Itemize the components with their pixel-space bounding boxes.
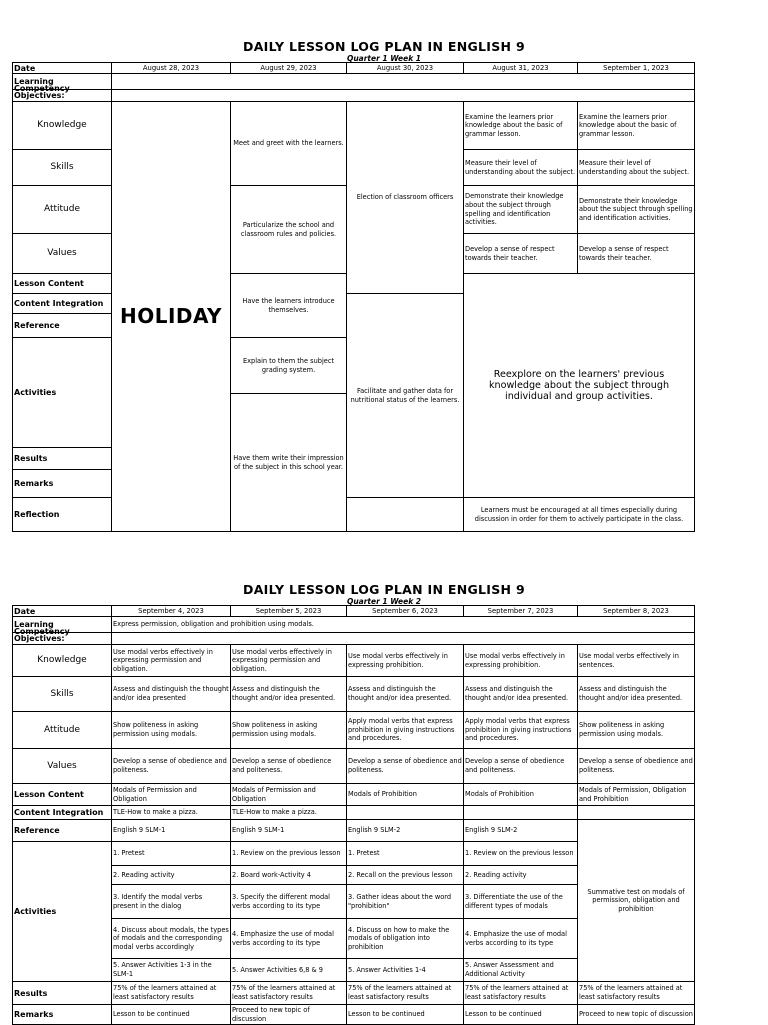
attitude-cell: Apply modal verbs that express prohibition in giving instructions and procedures.: [347, 712, 464, 749]
knowledge-cell: Use modal verbs effectively in sentences.: [578, 645, 695, 677]
date-cell: September 7, 2023: [464, 606, 578, 617]
reference-cell: English 9 SLM-1: [231, 820, 347, 842]
activity-cell: 2. Reading activity: [112, 866, 231, 885]
aug30-facilitate: Facilitate and gather data for nutritional status of the learners.: [347, 294, 464, 498]
activity-cell: 5. Answer Assessment and Additional Activity: [464, 959, 578, 982]
lesson-content-cell: Modals of Prohibition: [464, 784, 578, 806]
reference-label: Reference: [13, 820, 112, 842]
holiday-cell: HOLIDAY: [112, 102, 231, 532]
attitude-cell: Apply modal verbs that express prohibition in giving instructions and procedures.: [464, 712, 578, 749]
results-cell: 75% of the learners attained at least satisfactory results: [231, 982, 347, 1005]
activities-label: Activities: [13, 338, 112, 448]
content-integration-label: Content Integration: [13, 294, 112, 314]
summative-cell: Summative test on modals of permission, obligation and prohibition: [578, 820, 695, 982]
subtitle-week1: Quarter 1 Week 1: [346, 54, 422, 63]
sep1-attitude: Demonstrate their knowledge about the subject through spelling and identification activities.: [578, 186, 695, 234]
results-label: Results: [13, 982, 112, 1005]
objectives-cell: [112, 90, 695, 102]
knowledge-cell: Use modal verbs effectively in expressing prohibition.: [347, 645, 464, 677]
values-label: Values: [13, 234, 112, 274]
results-cell: 75% of the learners attained at least satisfactory results: [578, 982, 695, 1005]
learning-competency-label: Learning Competency: [14, 76, 70, 93]
aug30-reflection: [347, 498, 464, 532]
reference-label: Reference: [13, 314, 112, 338]
results-label: Results: [13, 448, 112, 470]
skills-cell: Assess and distinguish the thought and/or idea presented.: [464, 677, 578, 712]
remarks-cell: Proceed to new topic of discussion: [578, 1005, 695, 1025]
skills-cell: Assess and distinguish the thought and/or idea presented.: [231, 677, 347, 712]
aug29-particularize: Particularize the school and classroom rules and policies.: [231, 186, 347, 274]
values-label: Values: [13, 749, 112, 784]
attitude-label: Attitude: [13, 186, 112, 234]
date-cell: August 31, 2023: [464, 63, 578, 74]
remarks-cell: Lesson to be continued: [112, 1005, 231, 1025]
date-cell: September 6, 2023: [347, 606, 464, 617]
activity-cell: 1. Pretest: [112, 842, 231, 866]
date-cell: August 29, 2023: [231, 63, 347, 74]
attitude-cell: Show politeness in asking permission using modals.: [112, 712, 231, 749]
date-cell: September 4, 2023: [112, 606, 231, 617]
objectives-label: Objectives:: [13, 90, 112, 102]
reflection-cell: Learners must be encouraged at all times especially during discussion in order for them to actively participate in the class.: [464, 498, 695, 532]
aug29-explain: Explain to them the subject grading system.: [231, 338, 347, 394]
results-cell: 75% of the learners attained at least satisfactory results: [112, 982, 231, 1005]
knowledge-cell: Use modal verbs effectively in expressing permission and obligation.: [112, 645, 231, 677]
remarks-cell: Lesson to be continued: [464, 1005, 578, 1025]
skills-label: Skills: [13, 150, 112, 186]
activity-cell: 1. Review on the previous lesson: [464, 842, 578, 866]
activity-cell: 3. Gather ideas about the word "prohibition": [347, 885, 464, 919]
objectives-cell: [112, 633, 695, 645]
values-cell: Develop a sense of obedience and politeness.: [231, 749, 347, 784]
activity-cell: 4. Emphasize the use of modal verbs according to its type: [464, 919, 578, 959]
lesson-content-label: Lesson Content: [13, 784, 112, 806]
subtitle-week2: Quarter 1 Week 2: [346, 597, 422, 606]
integration-cell: [347, 806, 464, 820]
date-cell: August 28, 2023: [112, 63, 231, 74]
sep1-values: Develop a sense of respect towards their teacher.: [578, 234, 695, 274]
objectives-label: Objectives:: [13, 633, 112, 645]
results-cell: 75% of the learners attained at least satisfactory results: [464, 982, 578, 1005]
aug31-knowledge: Examine the learners prior knowledge about the basic of grammar lesson.: [464, 102, 578, 150]
lesson-table-week1: [12, 62, 695, 532]
activity-cell: 5. Answer Activities 6,8 & 9: [231, 959, 347, 982]
date-label: Date: [13, 63, 112, 74]
lesson-content-cell: Modals of Permission and Obligation: [231, 784, 347, 806]
activity-cell: 4. Discuss about modals, the types of modals and the corresponding modal verbs accordingly: [112, 919, 231, 959]
results-cell: 75% of the learners attained at least satisfactory results: [347, 982, 464, 1005]
activity-cell: 1. Pretest: [347, 842, 464, 866]
lesson-content-cell: Modals of Permission and Obligation: [112, 784, 231, 806]
lesson-content-label: Lesson Content: [13, 274, 112, 294]
competency-cell: [112, 74, 695, 90]
knowledge-cell: Use modal verbs effectively in expressing permission and obligation.: [231, 645, 347, 677]
reference-cell: English 9 SLM-1: [112, 820, 231, 842]
skills-label: Skills: [13, 677, 112, 712]
remarks-cell: Proceed to new topic of discussion: [231, 1005, 347, 1025]
lesson-content-cell: Modals of Prohibition: [347, 784, 464, 806]
aug29-meet: Meet and greet with the learners.: [231, 102, 347, 186]
page-title-week2: DAILY LESSON LOG PLAN IN ENGLISH 9: [243, 582, 525, 597]
activity-cell: 5. Answer Activities 1-3 in the SLM-1: [112, 959, 231, 982]
remarks-cell: Lesson to be continued: [347, 1005, 464, 1025]
activity-cell: 3. Specify the different modal verbs according to its type: [231, 885, 347, 919]
skills-cell: Assess and distinguish the thought and/or idea presented.: [578, 677, 695, 712]
knowledge-label: Knowledge: [13, 645, 112, 677]
activity-cell: 2. Recall on the previous lesson: [347, 866, 464, 885]
content-integration-label: Content Integration: [13, 806, 112, 820]
aug30-election: Election of classroom officers: [347, 102, 464, 294]
activity-cell: 3. Differentiate the use of the different types of modals: [464, 885, 578, 919]
reference-cell: English 9 SLM-2: [347, 820, 464, 842]
page-title-week1: DAILY LESSON LOG PLAN IN ENGLISH 9: [243, 39, 525, 54]
aug31-attitude: Demonstrate their knowledge about the subject through spelling and identification activities.: [464, 186, 578, 234]
attitude-cell: Show politeness in asking permission using modals.: [231, 712, 347, 749]
activity-cell: 4. Discuss on how to make the modals of obligation into prohibition: [347, 919, 464, 959]
integration-cell: [578, 806, 695, 820]
activity-cell: 3. Identify the modal verbs present in the dialog: [112, 885, 231, 919]
reexplore-cell: Reexplore on the learners' previous knowledge about the subject through individual and group activities.: [464, 274, 695, 498]
attitude-cell: Show politeness in asking permission using modals.: [578, 712, 695, 749]
values-cell: Develop a sense of obedience and politeness.: [112, 749, 231, 784]
skills-cell: Assess and distinguish the thought and/or idea presented.: [347, 677, 464, 712]
reference-cell: English 9 SLM-2: [464, 820, 578, 842]
activity-cell: 4. Emphasize the use of modal verbs according to its type: [231, 919, 347, 959]
knowledge-label: Knowledge: [13, 102, 112, 150]
knowledge-cell: Use modal verbs effectively in expressing prohibition.: [464, 645, 578, 677]
activity-cell: 1. Review on the previous lesson: [231, 842, 347, 866]
date-label: Date: [13, 606, 112, 617]
aug31-skills: Measure their level of understanding about the subject.: [464, 150, 578, 186]
aug29-impression: Have them write their impression of the subject in this school year.: [231, 394, 347, 532]
date-cell: August 30, 2023: [347, 63, 464, 74]
remarks-label: Remarks: [13, 1005, 112, 1025]
reflection-label: Reflection: [13, 498, 112, 532]
lesson-table-week2: [12, 605, 695, 1025]
competency-cell: Express permission, obligation and prohibition using modals.: [112, 617, 695, 633]
activity-cell: 2. Reading activity: [464, 866, 578, 885]
sep1-skills: Measure their level of understanding about the subject.: [578, 150, 695, 186]
lesson-content-cell: Modals of Permission, Obligation and Prohibition: [578, 784, 695, 806]
integration-cell: [464, 806, 578, 820]
activity-cell: 2. Board work-Activity 4: [231, 866, 347, 885]
values-cell: Develop a sense of obedience and politeness.: [578, 749, 695, 784]
integration-cell: TLE-How to make a pizza.: [112, 806, 231, 820]
activity-cell: 5. Answer Activities 1-4: [347, 959, 464, 982]
values-cell: Develop a sense of obedience and politeness.: [347, 749, 464, 784]
skills-cell: Assess and distinguish the thought and/or idea presented: [112, 677, 231, 712]
date-cell: September 1, 2023: [578, 63, 695, 74]
aug29-introduce: Have the learners introduce themselves.: [231, 274, 347, 338]
values-cell: Develop a sense of obedience and politeness.: [464, 749, 578, 784]
date-cell: September 8, 2023: [578, 606, 695, 617]
date-cell: September 5, 2023: [231, 606, 347, 617]
integration-cell: TLE-How to make a pizza.: [231, 806, 347, 820]
aug31-values: Develop a sense of respect towards their teacher.: [464, 234, 578, 274]
activities-label: Activities: [13, 842, 112, 982]
learning-competency-label: Learning Competency: [14, 619, 70, 636]
attitude-label: Attitude: [13, 712, 112, 749]
remarks-label: Remarks: [13, 470, 112, 498]
sep1-knowledge: Examine the learners prior knowledge about the basic of grammar lesson.: [578, 102, 695, 150]
